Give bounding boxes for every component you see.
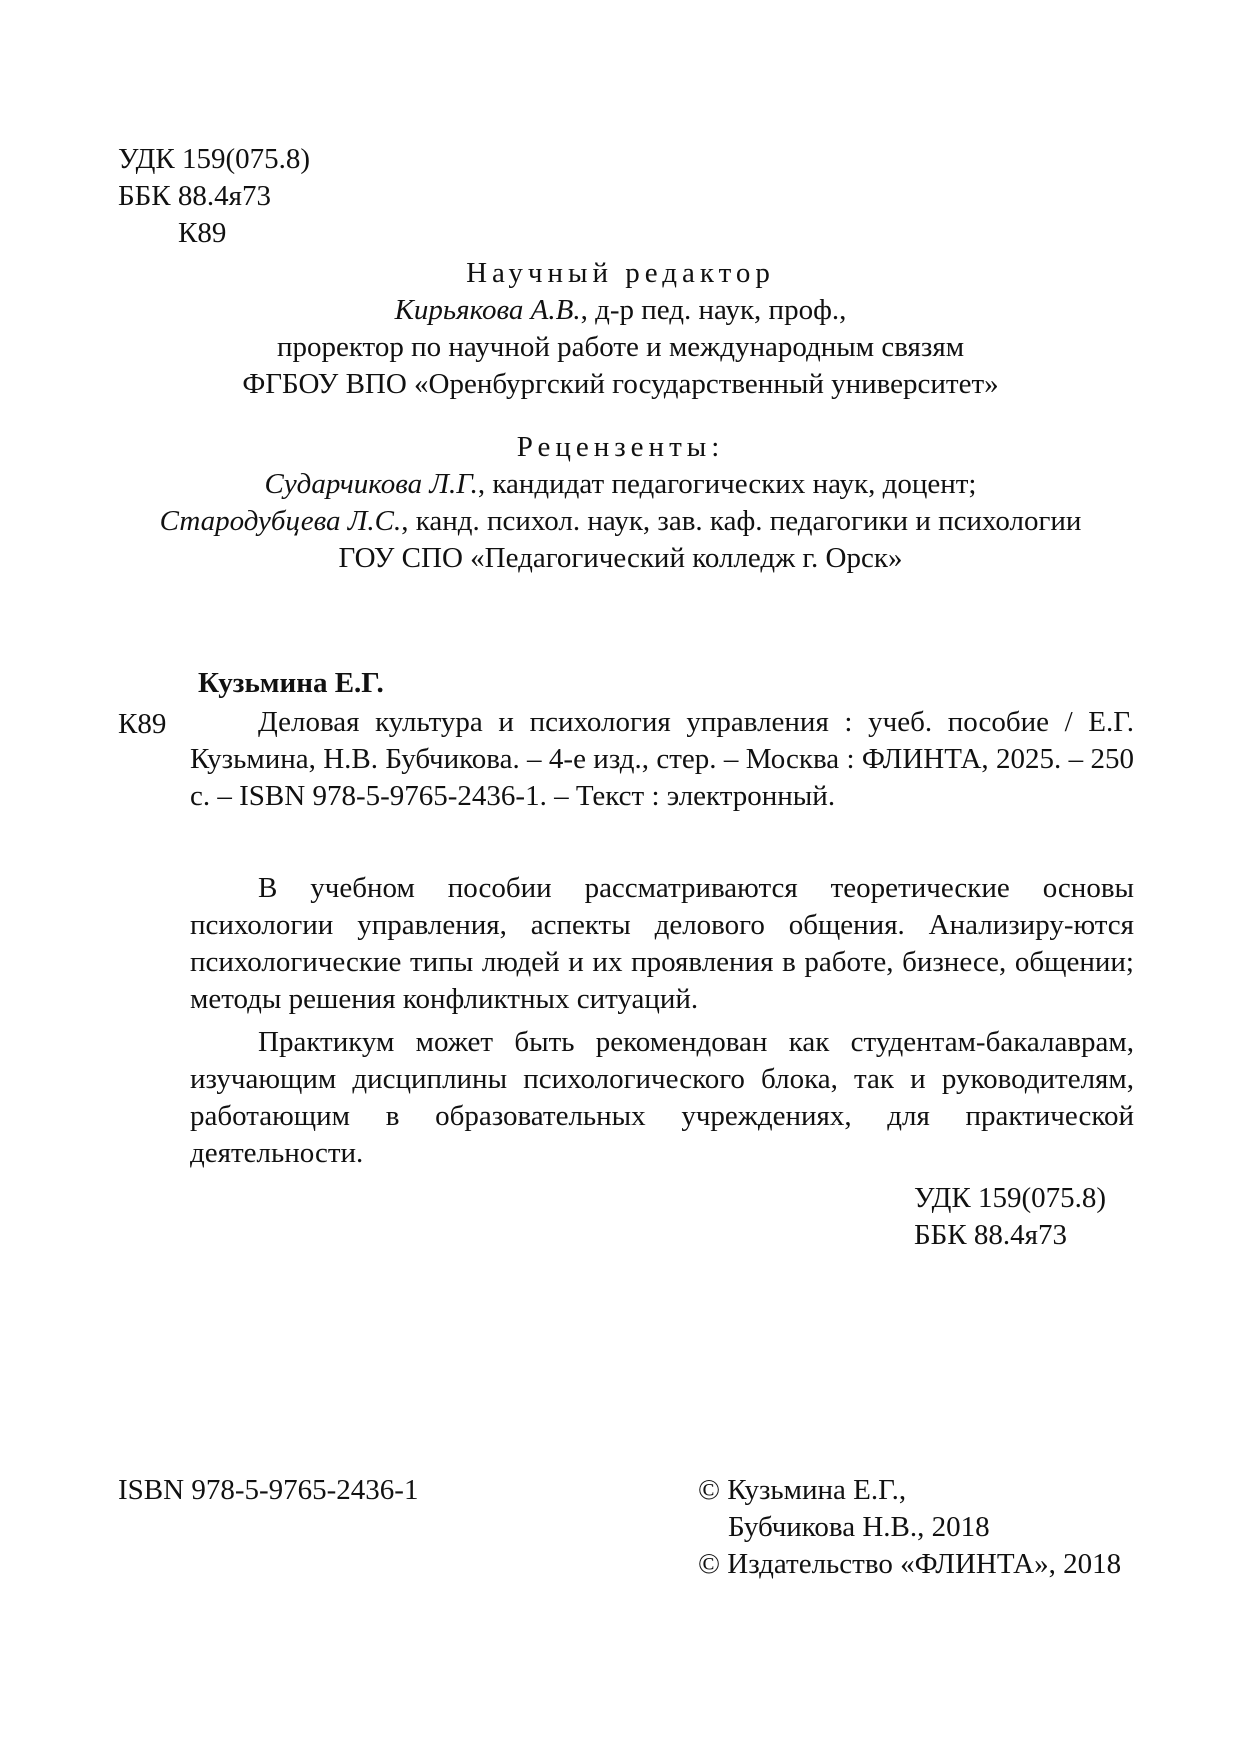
editor-line	[0, 292, 1241, 329]
record-udk: УДК 159(075.8)	[914, 1182, 1107, 1214]
editor-heading: Научный редактор	[466, 257, 775, 289]
record-classification-codes	[914, 1180, 1106, 1254]
reviewers-block	[0, 429, 1241, 577]
copyright-line: © Издательство «ФЛИНТА», 2018	[698, 1548, 1122, 1580]
bbk-code: ББК 88.4я73	[118, 180, 271, 212]
editor-name: Кирьякова А.В.	[394, 294, 581, 326]
reviewer-organization: ГОУ СПО «Педагогический колледж г. Орск»	[338, 542, 903, 574]
annotation-paragraph: В учебном пособии рассматриваются теоретические основы психологии управления, аспекты делового общения. Анализиру-ются психологические типы людей и их проявления в работе, бизнесе, общении; методы решения конфликтных ситуаций.	[190, 872, 1134, 1015]
annotation-paragraph: Практикум может быть рекомендован как студентам-бакалаврам, изучающим дисциплины психологического блока, так и руководителям, работающим в образовательных учреждениях, для практической деятельности.	[190, 1026, 1134, 1169]
reviewer-details: , кандидат педагогических наук, доцент;	[477, 468, 977, 500]
record-bbk: ББК 88.4я73	[914, 1219, 1067, 1251]
editor-organization: ФГБОУ ВПО «Оренбургский государственный университет»	[242, 368, 999, 400]
record-author-mark: К89	[118, 708, 167, 740]
reviewers-heading: Рецензенты:	[516, 431, 725, 463]
classification-codes	[118, 141, 310, 252]
editor-degree: , д-р пед. наук, проф.,	[580, 294, 847, 326]
reviewer-line	[0, 466, 1241, 503]
record-author: Кузьмина Е.Г.	[198, 667, 384, 699]
reviewer-name: Сударчикова Л.Г.	[264, 468, 478, 500]
author-mark: К89	[178, 217, 227, 249]
copyright-line: © Кузьмина Е.Г.,	[698, 1474, 907, 1506]
reviewer-name: Стародубцева Л.С.	[159, 505, 402, 537]
isbn: ISBN 978-5-9765-2436-1	[118, 1474, 419, 1506]
scientific-editor-block	[0, 255, 1241, 403]
bibliographic-description: Деловая культура и психология управления : учеб. пособие / Е.Г. Кузьмина, Н.В. Бубчикова. – 4-е изд., стер. – Москва : ФЛИНТА, 2025. – 250 с. – ISBN 978-5-9765-2436-1. – Текст : электронный.	[190, 706, 1134, 812]
copyright-line: Бубчикова Н.В., 2018	[728, 1511, 990, 1543]
udk-code: УДК 159(075.8)	[118, 143, 311, 175]
editor-position: проректор по научной работе и международным связям	[276, 331, 965, 363]
reviewer-line	[0, 503, 1241, 540]
copyright-block	[698, 1472, 1121, 1583]
reviewer-details: , канд. психол. наук, зав. каф. педагогики и психологии	[401, 505, 1082, 537]
